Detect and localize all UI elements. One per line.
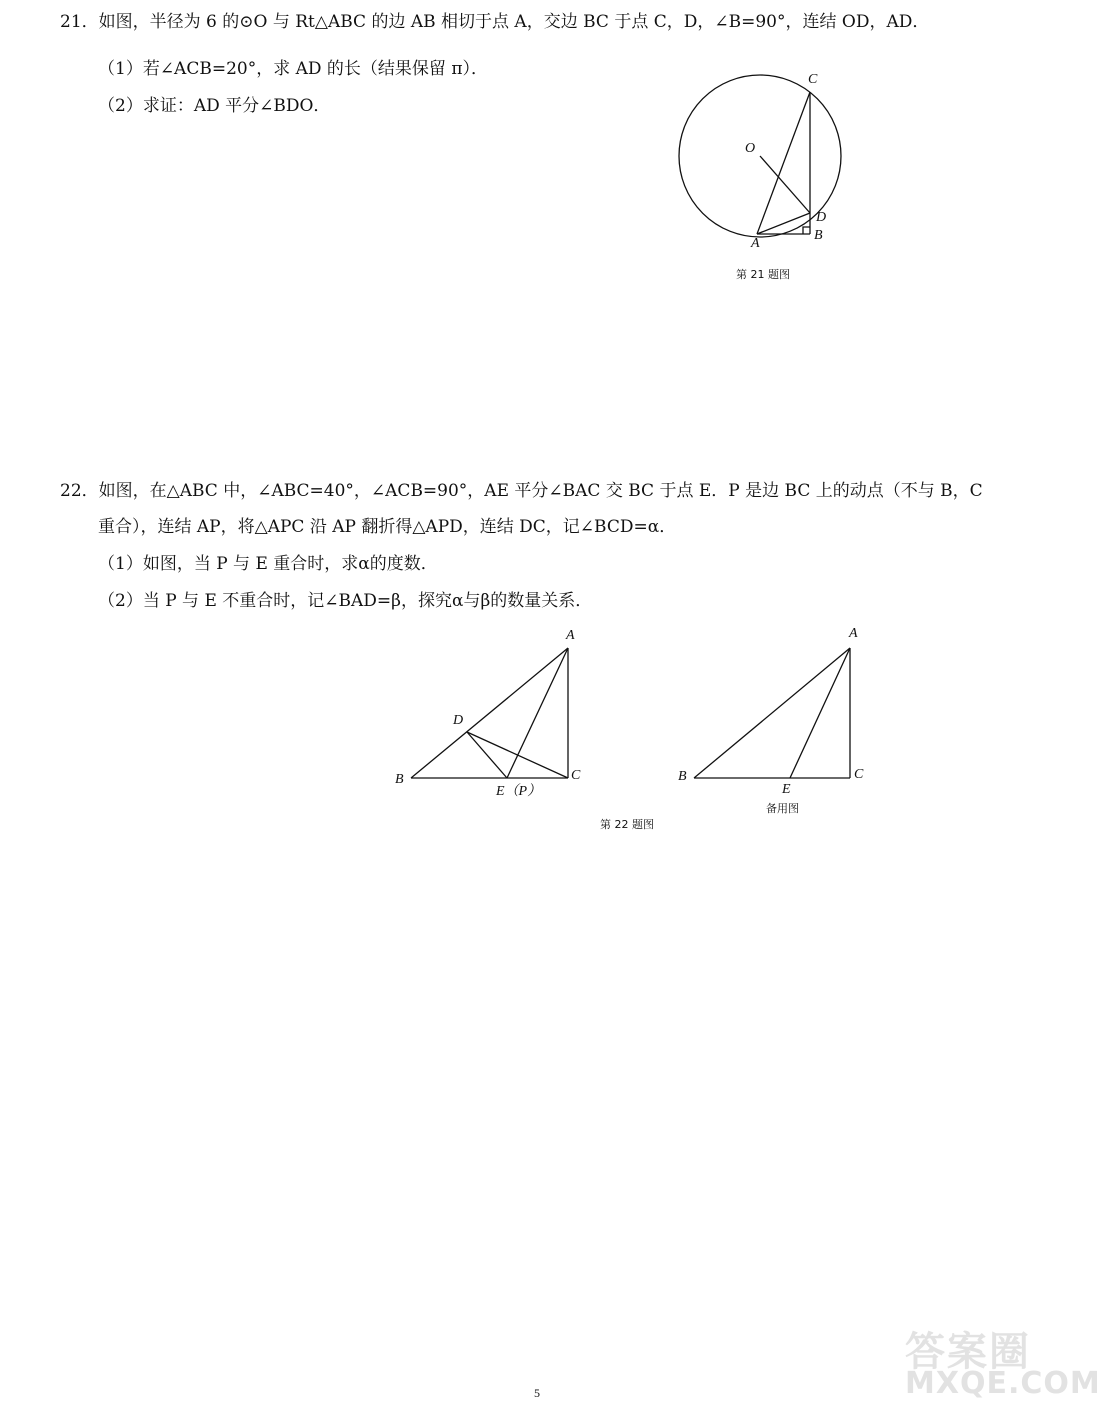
label-o: O: [745, 141, 756, 156]
label-d: D: [453, 713, 464, 728]
segment-ab: [694, 648, 850, 778]
page-number: 5: [534, 1386, 540, 1400]
label-c: C: [571, 768, 581, 783]
figure-22-labels: [395, 628, 654, 831]
watermark-logo: [905, 1320, 1101, 1404]
right-angle-mark-b: [803, 227, 810, 234]
label-d: D: [816, 210, 827, 225]
figure-22-backup-labels: [678, 626, 864, 815]
segment-ad: [757, 213, 810, 234]
segment-dc: [467, 732, 568, 778]
q22-stem-line1: 22．如图，在△ABC 中，∠ABC=40°，∠ACB=90°，AE 平分∠BAC 交 BC 于点 E．P 是边 BC 上的动点（不与 B，C: [60, 481, 983, 501]
label-e-p: E（P）: [496, 784, 542, 799]
q22-part1: （1）如图，当 P 与 E 重合时，求α的度数．: [98, 554, 438, 574]
figure-21-labels: [736, 72, 826, 281]
segment-de: [467, 732, 507, 778]
label-a: A: [566, 628, 575, 643]
figure-22-backup-caption: 备用图: [766, 802, 799, 815]
label-c: C: [854, 767, 864, 782]
q21-stem: 21．如图，半径为 6 的⊙O 与 Rt△ABC 的边 AB 相切于点 A，交边 BC 于点 C，D，∠B=90°，连结 OD，AD．: [60, 12, 930, 32]
label-e: E: [782, 782, 791, 797]
q21-part2: （2）求证：AD 平分∠BDO．: [98, 96, 331, 116]
label-c: C: [808, 72, 818, 87]
label-a: A: [751, 236, 760, 251]
segment-ac: [757, 92, 810, 234]
figure-22-backup: [694, 648, 850, 778]
watermark-bottom-text: MXQE.COM: [905, 1366, 1101, 1401]
label-b: B: [678, 769, 687, 784]
q22-stem-line2: 重合），连结 AP，将△APC 沿 AP 翻折得△APD，连结 DC，记∠BCD=α．: [98, 517, 677, 537]
label-a: A: [849, 626, 858, 641]
segment-ae: [507, 648, 568, 778]
figure-22-caption: 第 22 题图: [600, 818, 654, 831]
label-b: B: [395, 772, 404, 787]
segment-ae: [790, 648, 850, 778]
label-b: B: [814, 228, 823, 243]
figure-22: [411, 648, 568, 778]
figure-21-caption: 第 21 题图: [736, 268, 790, 281]
q21-part1: （1）若∠ACB=20°，求 AD 的长（结果保留 π）．: [98, 59, 489, 79]
watermark-top-text: 答案圈: [905, 1329, 1031, 1375]
q22-part2: （2）当 P 与 E 不重合时，记∠BAD=β，探究α与β的数量关系．: [98, 591, 593, 611]
